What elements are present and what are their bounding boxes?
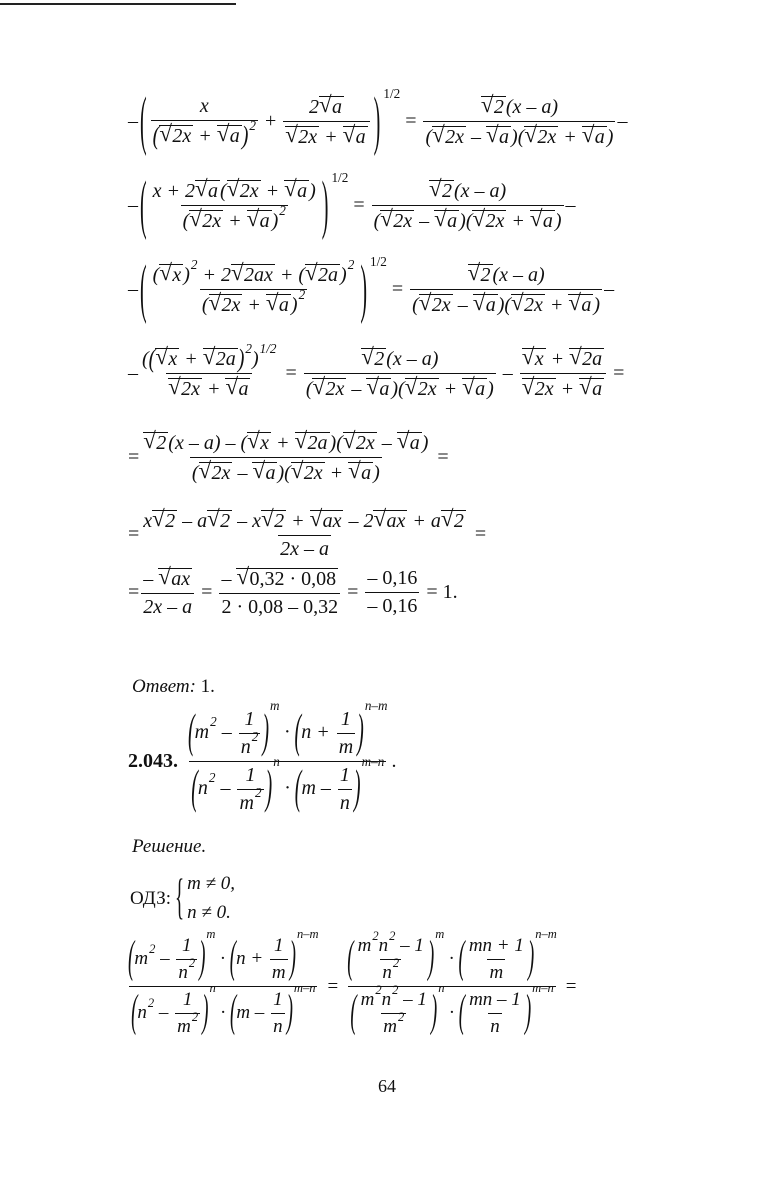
solution-label: Решение. <box>132 836 207 857</box>
math-line-2: – ( $\frac{x + 2√ a (√ 2x + √ a )}{(√ 2x + √ a )^2}$ ) 1/2 = √ $\frac{2 (x - a)}{(√ 2x - √ a )(√ 2x + √ a )}$ – <box>128 178 576 233</box>
answer-label: Ответ: <box>132 676 196 697</box>
problem-number: 2.043. <box>128 750 178 772</box>
math-line-6: = $\frac{x√ 2 - a√ 2 - x√ 2 + √ ax - 2√ ax + a√ 2}{2x - a}$ = <box>128 508 491 561</box>
math-line-4: – ((√ x + √ 2a )$^2$)$^{1/2}$ √ 2x + √ a = √ $\frac{2 (x - a)}{(√ 2x - √ a )(√ 2x + √ a )}$ – √ x + √ 2a √ 2x + √ a = <box>128 346 629 401</box>
answer-value: 1. <box>200 676 215 697</box>
math-line-5: = √ $\frac{2 (x - a) - (√ x + √ 2a )(√ 2x - √ a )}{(√ 2x - √ a )(√ 2x + √ a )}$ = <box>128 430 454 485</box>
header-rule <box>0 3 236 5</box>
odz-condition: m ≠ 0, <box>187 873 236 894</box>
math-line-final: ($m^2$ – $\frac{1}{n^2}$ )$^m$ · (n + $\frac{1}{m}$ )$^{n-m}$ ($n^2$ – $\frac{1}{m^2}$ )$^n$ · (m – $\frac{1}{n}$ )$^{m-n}$ = ( $\frac{m^2n^2 - 1}{n^2}$ )$^m$ · ( $\frac{mn + 1}{m}$ )$^{n-m}$ ( $\frac{m^2n^2 - 1}{m^2}$ )$^n$ · ( $\frac{mn - 1}{n}$ )$^{m-n}$ = <box>128 926 577 1038</box>
odz-label: ОДЗ: <box>130 887 172 909</box>
odz-condition: n ≠ 0. <box>187 901 231 923</box>
math-line-3: – ( $\frac{(√ x )^2 + 2√ 2ax + (√ 2a )^2}{(√ 2x + √ a )^2}$ ) 1/2 = √ $\frac{2 (x - a)}{(√ 2x - √ a )(√ 2x + √ a )}$ – <box>128 262 614 317</box>
math-line-7: = $\frac{- √ ax}{2x - a}$ = $\frac{- √ 0,32 \cdot 0,08}{2 \cdot 0,08 - 0,32}$ = $\frac{- 0,16}{- 0,16}$ = 1. <box>128 566 463 619</box>
problem-2-043: 2.043. ($m^2$ – $\frac{1}{n^2}$ )$^m$ · (n + $\frac{1}{m}$ )$^{n-m}$ ($n^2$ – $\frac{1}{m^2}$ )$^n$ · (m – $\frac{1}{n}$ )$^{m-n}$ . <box>128 698 397 815</box>
math-line-1: – ( $\frac{x}{(√ 2x + √ a )^2}$ + 2√ a √ 2x + √ a ) 1/2 = √ $\frac{2 (x - a)}{(√ 2x - √ a )(√ 2x + √ a )}$ – <box>128 94 627 149</box>
answer-line <box>132 676 215 698</box>
odz-block: ОДЗ: { m ≠ 0, n ≠ 0. <box>130 871 236 926</box>
page-number: 64 <box>378 1076 396 1096</box>
